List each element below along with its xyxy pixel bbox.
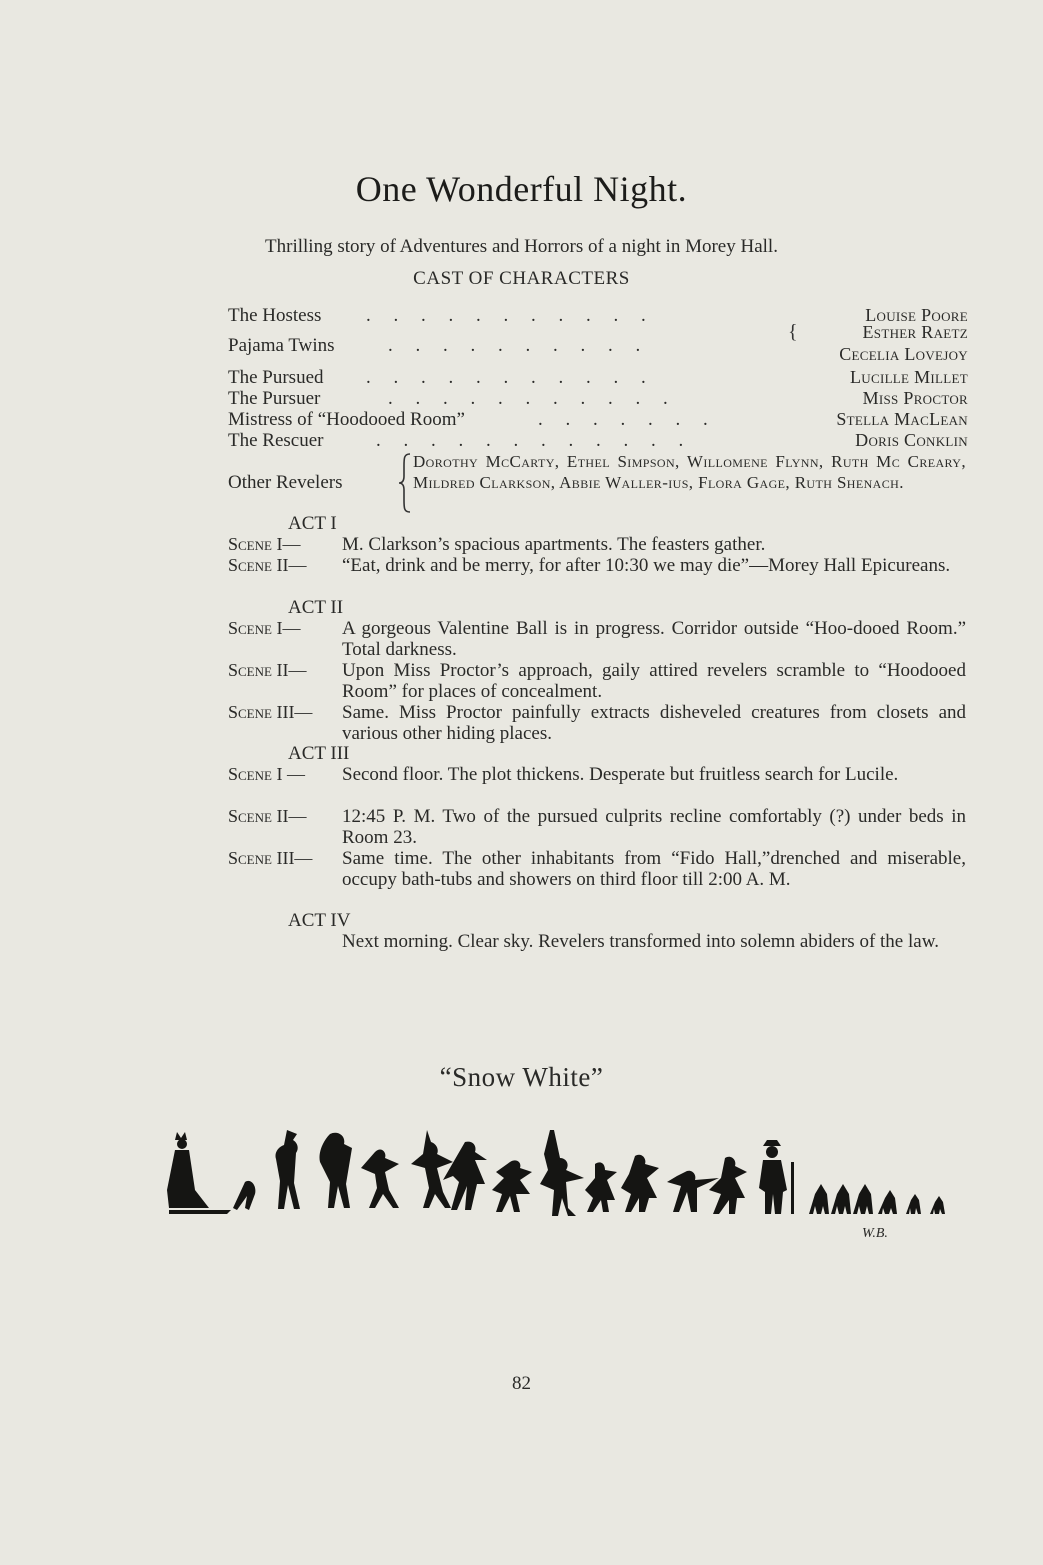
act-heading: ACT III	[288, 743, 350, 764]
cast-heading: CAST OF CHARACTERS	[413, 268, 630, 289]
revelers-names: Dorothy McCarty, Ethel Simpson, Willomene Flynn, Ruth Mc Creary, Mildred Clarkson, Abbie Waller-ius, Flora Gage, Ruth Shenach.	[413, 452, 966, 492]
scene-text: Upon Miss Proctor’s approach, gaily attired revelers scramble to “Hoodooed Room” for places of concealment.	[342, 660, 966, 702]
scene-label: Scene II—	[228, 555, 307, 575]
cast-actor: Esther Raetz	[862, 322, 968, 342]
cast-actor: Doris Conklin	[855, 430, 968, 450]
scene-text: M. Clarkson’s spacious apartments. The feasters gather.	[342, 534, 766, 555]
leader-dots: . . . . . . . . . .	[388, 335, 650, 356]
scene-text: Next morning. Clear sky. Revelers transformed into solemn abiders of the law.	[342, 931, 939, 952]
cast-row	[228, 388, 968, 410]
cast-role: Mistress of “Hoodooed Room”	[228, 409, 465, 430]
illustration-caption: “Snow White”	[439, 1062, 604, 1092]
illustration-initials: W.B.	[862, 1226, 888, 1241]
scene-text: 12:45 P. M. Two of the pursued culprits recline comfortably (?) under beds in Room 23.	[342, 806, 966, 848]
cast-row	[228, 409, 968, 431]
act-heading: ACT I	[288, 513, 337, 534]
cast-actor: Cecelia Lovejoy	[839, 344, 968, 364]
cast-actor-line	[228, 344, 968, 366]
cast-role: The Rescuer	[228, 430, 324, 451]
scene-label: Scene III—	[228, 848, 313, 868]
cast-row	[228, 367, 968, 389]
leader-dots: . . . . . . . . . . .	[388, 388, 677, 409]
scene-label: Scene III—	[228, 702, 313, 722]
cast-role: The Pursuer	[228, 388, 321, 409]
scene-label: Scene II—	[228, 660, 307, 680]
scene-label: Scene I —	[228, 764, 305, 784]
scene-label: Scene I—	[228, 618, 301, 638]
scene-label: Scene I—	[228, 534, 301, 554]
leader-dots: . . . . . . . . . . .	[366, 367, 655, 388]
act-heading: ACT IV	[288, 910, 351, 931]
subtitle: Thrilling story of Adventures and Horrors of a night in Morey Hall.	[265, 236, 778, 257]
brace: {	[788, 321, 798, 343]
scene-text: “Eat, drink and be merry, for after 10:30 we may die”—Morey Hall Epicureans.	[342, 555, 951, 576]
leader-dots: . . . . . . .	[538, 409, 717, 430]
cast-actor: Louise Poore	[865, 305, 968, 325]
scene-label: Scene II—	[228, 806, 307, 826]
cast-actor: Miss Proctor	[862, 388, 968, 408]
cast-actor-line	[228, 322, 968, 344]
act-heading: ACT II	[288, 597, 344, 618]
leader-dots: . . . . . . . . . . . .	[376, 430, 693, 451]
cast-role: Other Revelers	[228, 472, 343, 493]
silhouette-illustration	[165, 1122, 980, 1222]
cast-actor: Stella MacLean	[836, 409, 968, 429]
scene-text: Same. Miss Proctor painfully extracts disheveled creatures from closets and various other hiding places.	[342, 702, 966, 744]
cast-actor: Lucille Millet	[849, 367, 968, 387]
cast-role: The Pursued	[228, 367, 324, 388]
page-number: 82	[512, 1373, 531, 1394]
cast-row	[228, 430, 968, 452]
scene-text: A gorgeous Valentine Ball is in progress. Corridor outside “Hoo-dooed Room.” Total darkness.	[342, 618, 966, 660]
brace	[398, 452, 414, 514]
scene-text: Second floor. The plot thickens. Desperate but fruitless search for Lucile.	[342, 764, 899, 785]
cast-role: The Hostess	[228, 305, 322, 326]
cast-role: Pajama Twins	[228, 335, 335, 356]
leader-dots: . . . . . . . . . . .	[366, 305, 655, 326]
scene-text: Same time. The other inhabitants from “Fido Hall,”drenched and miserable, occupy bath-tubs and showers on third floor till 2:00 A. M.	[342, 848, 966, 890]
page-title: One Wonderful Night.	[355, 169, 688, 209]
